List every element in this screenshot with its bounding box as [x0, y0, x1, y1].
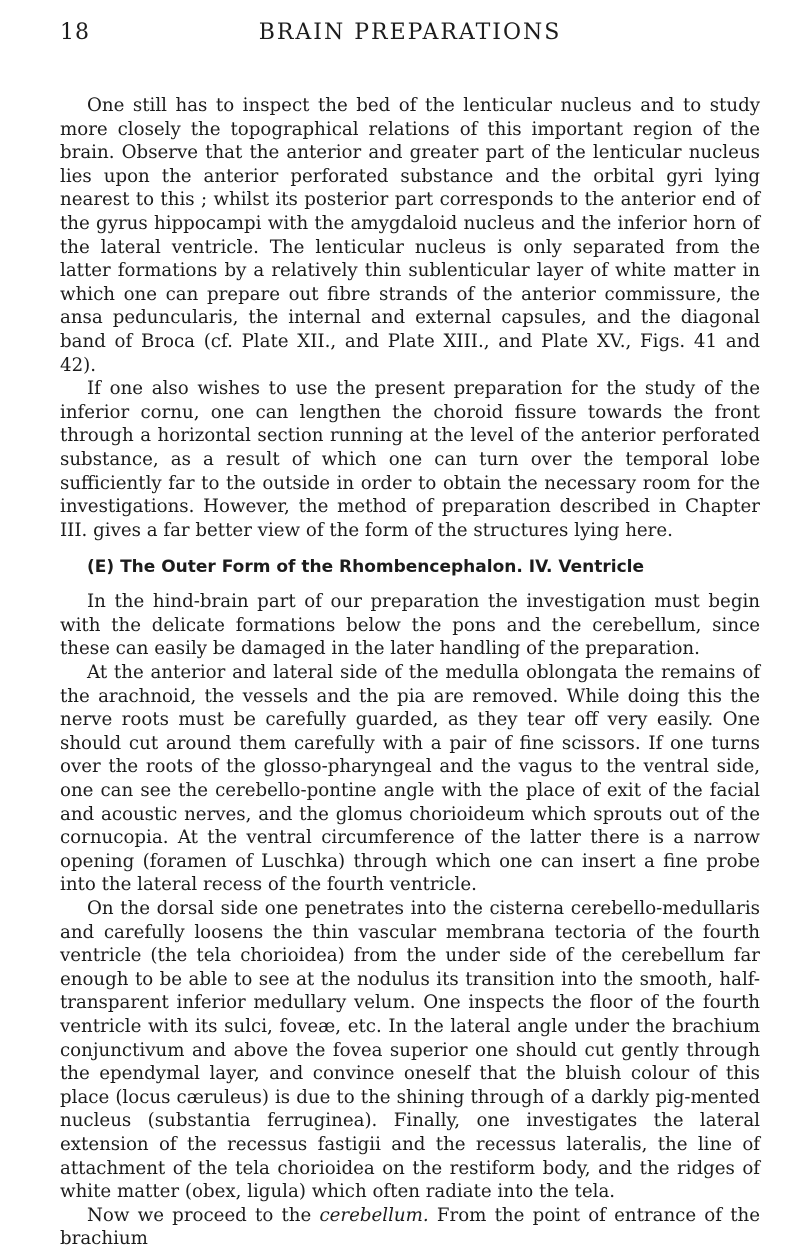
running-title: BRAIN PREPARATIONS: [258, 20, 562, 45]
paragraph: In the hind-brain part of our preparation the investigation must begin with the delicate formations below the pons and the cerebellum, since these can easily be damaged in the later handling of the preparation.: [60, 591, 760, 660]
section-heading: (E) The Outer Form of the Rhombencephalon. IV. Ventricle: [87, 557, 645, 578]
body-text: [60, 94, 760, 1251]
paragraph: One still has to inspect the bed of the lenticular nucleus and to study more closely the topographical relations of this important region of the brain. Observe that the anterior and greater part of the lenticular nucleus lies upon the anterior perforated substance and the orbital gyri lying nearest to this ; whilst its posterior part corresponds to the anterior end of the gyrus hippocampi with the amygdaloid nucleus and the inferior horn of the lateral ventricle. The lenticular nucleus is only separated from the latter formations by a relatively thin sublenticular layer of white matter in which one can prepare out fibre strands of the anterior commissure, the ansa peduncularis, the internal and external capsules, and the diagonal band of Broca (cf. Plate XII., and Plate XIII., and Plate XV., Figs. 41 and 42).: [60, 95, 760, 376]
page-number: 18: [60, 20, 90, 45]
paragraph: If one also wishes to use the present preparation for the study of the inferior cornu, one can lengthen the choroid fissure towards the front through a horizontal section running at the level of the anterior perforated substance, as a result of which one can turn over the temporal lobe sufficiently far to the outside in order to obtain the necessary room for the investigations. However, the method of preparation described in Chapter III. gives a far better view of the form of the structures lying here.: [60, 378, 760, 541]
running-head: [60, 20, 760, 60]
italic-term: cerebellum.: [319, 1204, 429, 1226]
paragraph-last: [60, 1204, 760, 1251]
text-run: Now we proceed to the: [87, 1204, 320, 1226]
book-page: [60, 20, 760, 1251]
paragraph: On the dorsal side one penetrates into the cisterna cerebello-medullaris and carefully loosens the thin vascular membrana tectoria of the fourth ventricle (the tela chorioidea) from the under side of the cerebellum far enough to be able to see at the nodulus its transition into the smooth, half-transparent inferior medullary velum. One inspects the floor of the fourth ventricle with its sulci, foveæ, etc. In the lateral angle under the brachium conjunctivum and above the fovea superior one should cut gently through the ependymal layer, and convince oneself that the bluish colour of this place (locus cæruleus) is due to the shining through of a darkly pig-mented nucleus (substantia ferruginea). Finally, one investigates the lateral extension of the recessus fastigii and the recessus lateralis, the line of attachment of the tela chorioidea on the restiform body, and the ridges of white matter (obex, ligula) which often radiate into the tela.: [60, 898, 760, 1203]
paragraph: At the anterior and lateral side of the medulla oblongata the remains of the arachnoid, the vessels and the pia are removed. While doing this the nerve roots must be carefully guarded, as they tear off very easily. One should cut around them carefully with a pair of fine scissors. If one turns over the roots of the glosso-pharyngeal and the vagus to the ventral side, one can see the cerebello-pontine angle with the place of exit of the facial and acoustic nerves, and the glomus chorioideum which sprouts out of the cornucopia. At the ventral circumference of the latter there is a narrow opening (foramen of Luschka) through which one can insert a fine probe into the lateral recess of the fourth ventricle.: [60, 662, 760, 896]
text-run: From the point of entrance of the brachium: [60, 1204, 760, 1250]
